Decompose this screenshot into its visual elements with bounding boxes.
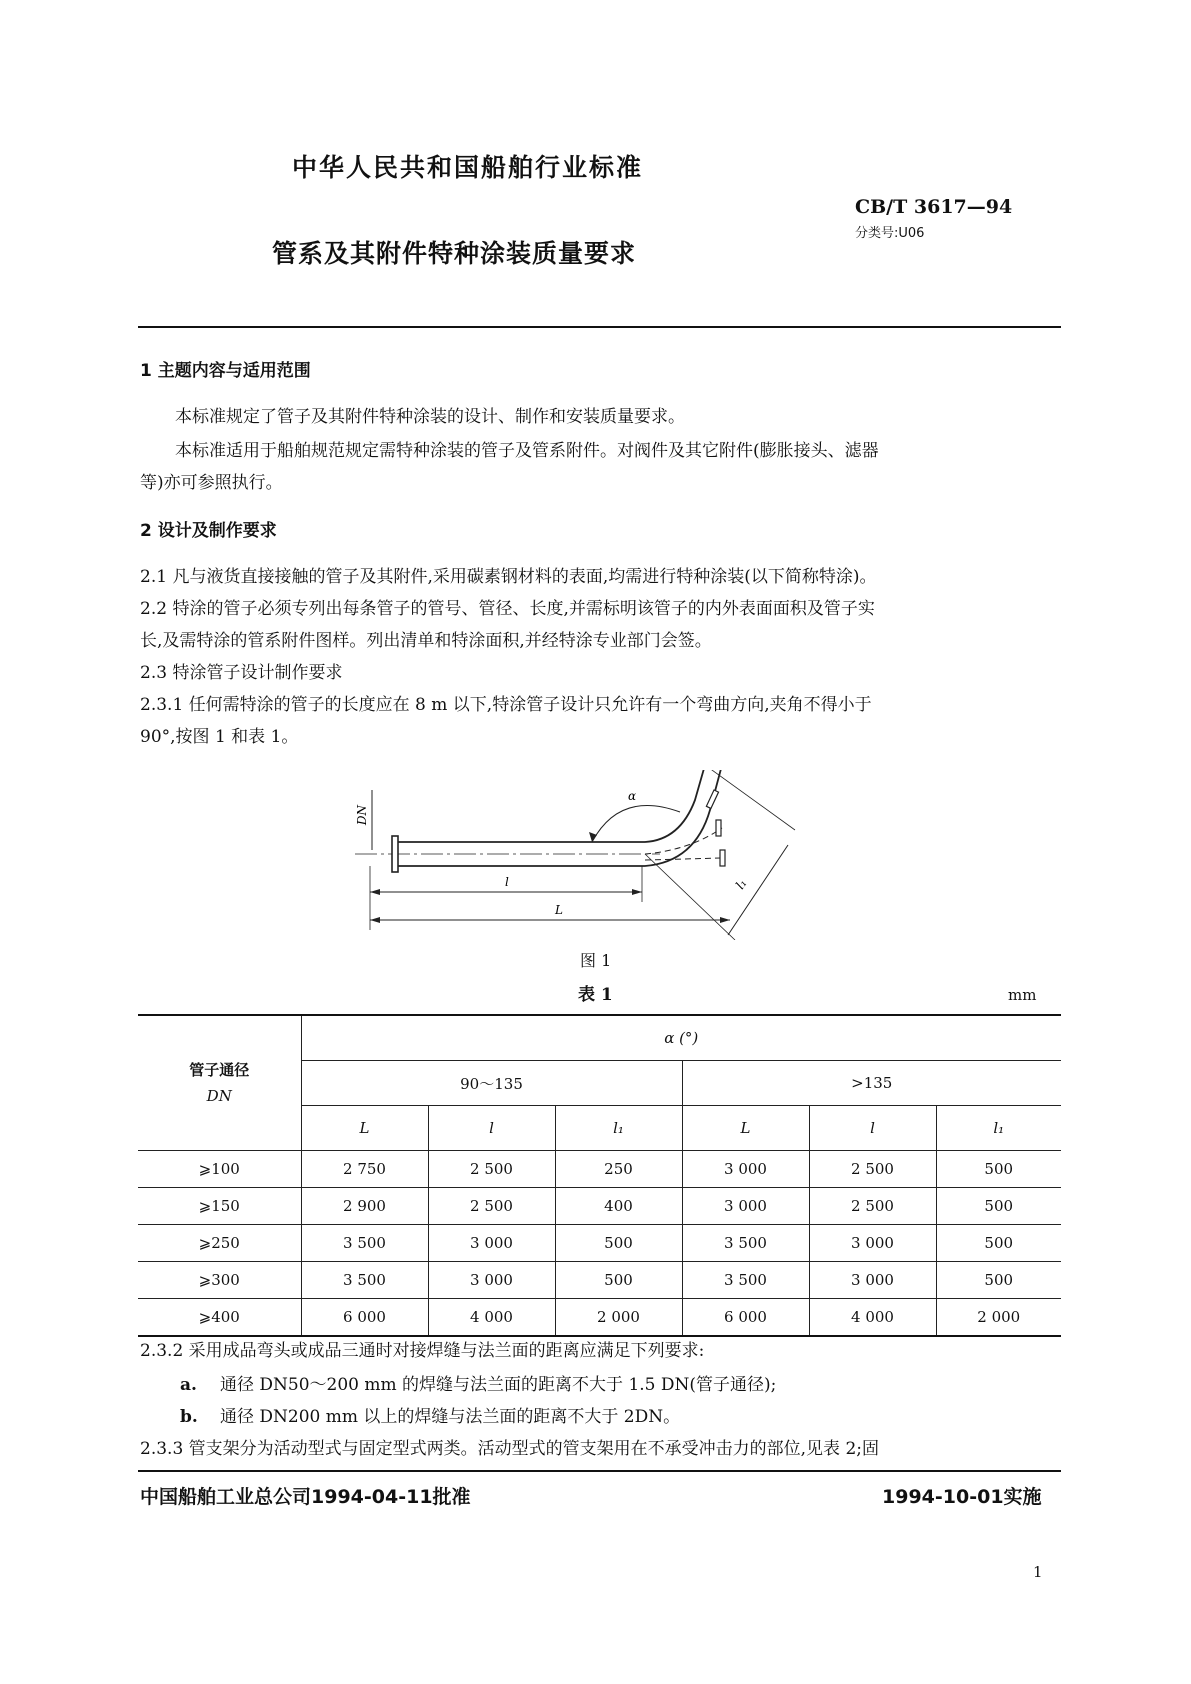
section1-heading: 1 主题内容与适用范围 [140, 361, 311, 381]
cell: 6 000 [301, 1299, 428, 1337]
approval-line: 中国船舶工业总公司1994-04-11批准 [140, 1486, 471, 1508]
clause-2-3-1-line2: 90°,按图 1 和表 1。 [140, 727, 299, 747]
pipe-bend-inner [645, 770, 722, 866]
clause-2-3-2: 2.3.2 采用成品弯头或成品三通时对接焊缝与法兰面的距离应满足下列要求: [140, 1341, 705, 1361]
left-flange [392, 836, 398, 872]
item-b-text: 通径 DN200 mm 以上的焊缝与法兰面的距离不大于 2DN。 [220, 1407, 681, 1427]
col-group-90-135: 90～135 [301, 1061, 682, 1106]
page-number: 1 [1033, 1563, 1043, 1581]
l1-dimension-line [728, 845, 788, 935]
table-row [138, 1225, 1061, 1262]
col-group-over-135: >135 [682, 1061, 1061, 1106]
cell: 3 500 [301, 1262, 428, 1299]
item-a-label: a. [180, 1375, 197, 1395]
clause-2-3-3: 2.3.3 管支架分为活动型式与固定型式两类。活动型式的管支架用在不承受冲击力的部位,见表 2;固 [140, 1439, 880, 1459]
cell: 2 500 [809, 1188, 936, 1225]
cell: 500 [555, 1225, 682, 1262]
dn-label: DN [355, 804, 369, 826]
cell: 4 000 [809, 1299, 936, 1337]
figure-1-pipe-diagram [350, 770, 870, 940]
cell: 2 000 [555, 1299, 682, 1337]
cell: 2 000 [936, 1299, 1061, 1337]
l-label: l [505, 875, 509, 889]
cell: 500 [936, 1188, 1061, 1225]
clause-2-2-line2: 长,及需特涂的管系附件图样。列出清单和特涂面积,并经特涂专业部门会签。 [140, 631, 712, 651]
section1-para2-line2: 等)亦可参照执行。 [140, 473, 283, 493]
table-row [138, 1151, 1061, 1188]
sub-header-l-2: l [809, 1106, 936, 1151]
cell: 3 500 [682, 1262, 809, 1299]
cell: 3 000 [682, 1188, 809, 1225]
col-header-dn-line2: DN [206, 1087, 232, 1105]
row-dn: ⩾100 [138, 1151, 301, 1188]
alt-flange-2 [720, 850, 725, 866]
classification-code: 分类号:U06 [855, 226, 925, 241]
cell: 400 [555, 1188, 682, 1225]
clause-2-1: 2.1 凡与液货直接接触的管子及其附件,采用碳素钢材料的表面,均需进行特种涂装(以下简称特涂)。 [140, 567, 877, 587]
section1-para2-line1: 本标准适用于船舶规范规定需特种涂装的管子及管系附件。对阀件及其它附件(膨胀接头、滤器 [175, 441, 879, 461]
sub-header-L-2: L [682, 1106, 809, 1151]
footer-rule [138, 1470, 1061, 1472]
cell: 2 500 [428, 1151, 555, 1188]
row-dn: ⩾150 [138, 1188, 301, 1225]
col-header-dn [138, 1015, 301, 1151]
col-header-dn-line1: 管子通径 [189, 1061, 250, 1079]
clause-2-3: 2.3 特涂管子设计制作要求 [140, 663, 343, 683]
col-header-alpha: α (°) [301, 1015, 1061, 1061]
L-label: L [555, 903, 563, 917]
sub-header-l-1: l [428, 1106, 555, 1151]
sub-header-l1-1: l₁ [555, 1106, 682, 1151]
cell: 3 000 [428, 1262, 555, 1299]
cell: 3 500 [682, 1225, 809, 1262]
cell: 3 000 [809, 1225, 936, 1262]
section2-heading: 2 设计及制作要求 [140, 521, 277, 541]
table-row [138, 1299, 1061, 1337]
table1-title: 表 1 [578, 985, 613, 1005]
alpha-label: α [628, 789, 637, 803]
main-title: 中华人民共和国船舶行业标准 [292, 153, 644, 182]
table-row [138, 1188, 1061, 1225]
cell: 2 750 [301, 1151, 428, 1188]
cell: 3 000 [682, 1151, 809, 1188]
clause-2-3-1-line1: 2.3.1 任何需特涂的管子的长度应在 8 m 以下,特涂管子设计只允许有一个弯曲方向,夹角不得小于 [140, 695, 872, 715]
row-dn: ⩾250 [138, 1225, 301, 1262]
table-1 [138, 1014, 1061, 1337]
cell: 500 [936, 1225, 1061, 1262]
cell: 500 [555, 1262, 682, 1299]
l1-label: l₁ [732, 876, 750, 892]
cell: 250 [555, 1151, 682, 1188]
sub-header-l1-2: l₁ [936, 1106, 1061, 1151]
cell: 3 000 [809, 1262, 936, 1299]
document-title: 管系及其附件特种涂装质量要求 [272, 239, 637, 268]
cell: 500 [936, 1262, 1061, 1299]
standard-number: CB/T 3617—94 [855, 196, 1013, 218]
alt-flange-1 [716, 820, 721, 836]
cell: 3 500 [301, 1225, 428, 1262]
effective-date: 1994-10-01实施 [882, 1486, 1042, 1508]
figure-caption: 图 1 [580, 951, 612, 970]
cell: 500 [936, 1151, 1061, 1188]
alt-flange-3 [706, 790, 718, 808]
cell: 2 900 [301, 1188, 428, 1225]
sub-header-L-1: L [301, 1106, 428, 1151]
cell: 2 500 [428, 1188, 555, 1225]
table-row [138, 1262, 1061, 1299]
cell: 3 000 [428, 1225, 555, 1262]
header-rule [138, 326, 1061, 328]
cell: 4 000 [428, 1299, 555, 1337]
section1-para1: 本标准规定了管子及其附件特种涂装的设计、制作和安装质量要求。 [175, 407, 685, 427]
item-a-text: 通径 DN50～200 mm 的焊缝与法兰面的距离不大于 1.5 DN(管子通径); [220, 1375, 777, 1395]
bend-extension-line [645, 854, 735, 940]
clause-2-2-line1: 2.2 特涂的管子必须专列出每条管子的管号、管径、长度,并需标明该管子的内外表面面积及管子实 [140, 599, 875, 619]
row-dn: ⩾300 [138, 1262, 301, 1299]
item-b-label: b. [180, 1407, 198, 1427]
cell: 6 000 [682, 1299, 809, 1337]
cell: 2 500 [809, 1151, 936, 1188]
table1-unit: mm [1008, 986, 1037, 1004]
alt-bend-dashed-2 [645, 858, 722, 860]
row-dn: ⩾400 [138, 1299, 301, 1337]
